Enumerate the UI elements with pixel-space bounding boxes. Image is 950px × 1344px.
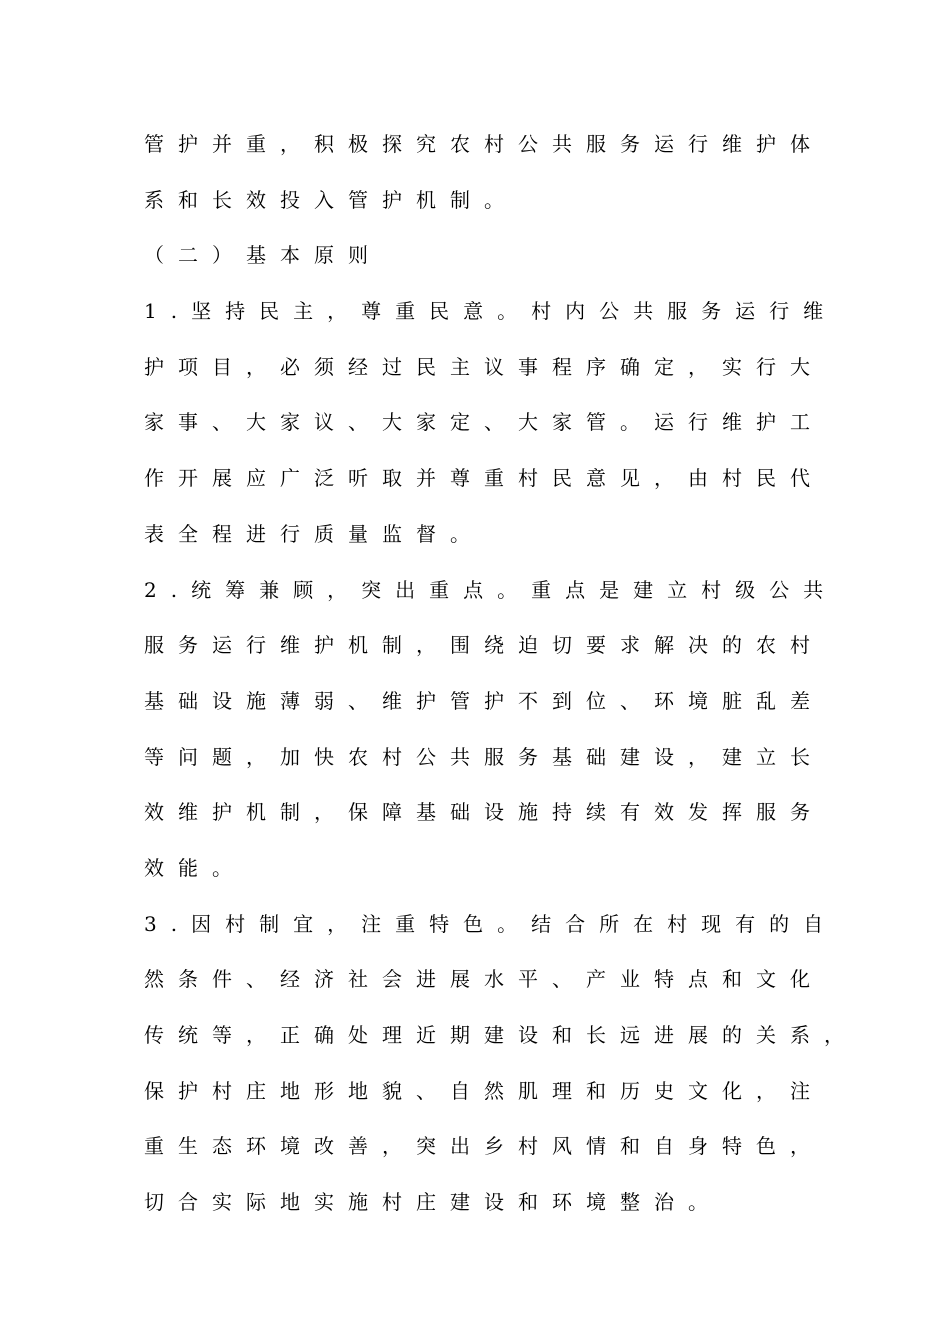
text-line: 等问题，加快农村公共服务基础建设，建立长 [144, 744, 824, 769]
text-line: 3.因村制宜，注重特色。结合所在村现有的自 [144, 911, 838, 936]
text-line: 保护村庄地形地貌、自然肌理和历史文化，注 [144, 1078, 824, 1103]
text-line: 护项目，必须经过民主议事程序确定，实行大 [144, 354, 824, 379]
text-line: 1.坚持民主，尊重民意。村内公共服务运行维 [144, 299, 838, 324]
text-line: 服务运行维护机制，围绕迫切要求解决的农村 [144, 633, 824, 658]
text-line: 效维护机制，保障基础设施持续有效发挥服务 [144, 800, 824, 825]
text-line: 效能。 [144, 855, 246, 880]
text-line: 重生态环境改善，突出乡村风情和自身特色， [144, 1134, 824, 1159]
text-line: 作开展应广泛听取并尊重村民意见，由村民代 [144, 466, 824, 491]
text-line: 系和长效投入管护机制。 [144, 187, 518, 212]
text-line: 管护并重，积极探究农村公共服务运行维护体 [144, 132, 824, 156]
text-line: 切合实际地实施村庄建设和环境整治。 [144, 1190, 722, 1215]
text-line: 传统等，正确处理近期建设和长远进展的关系， [144, 1023, 858, 1047]
text-line: 表全程进行质量监督。 [144, 521, 484, 546]
document-body [144, 126, 858, 1240]
text-line: 基础设施薄弱、维护管护不到位、环境脏乱差 [144, 688, 824, 713]
text-line: 2.统筹兼顾，突出重点。重点是建立村级公共 [144, 577, 838, 602]
section-heading: （二）基本原则 [144, 243, 382, 268]
text-line: 然条件、经济社会进展水平、产业特点和文化 [144, 967, 824, 992]
text-line: 家事、大家议、大家定、大家管。运行维护工 [144, 410, 824, 435]
